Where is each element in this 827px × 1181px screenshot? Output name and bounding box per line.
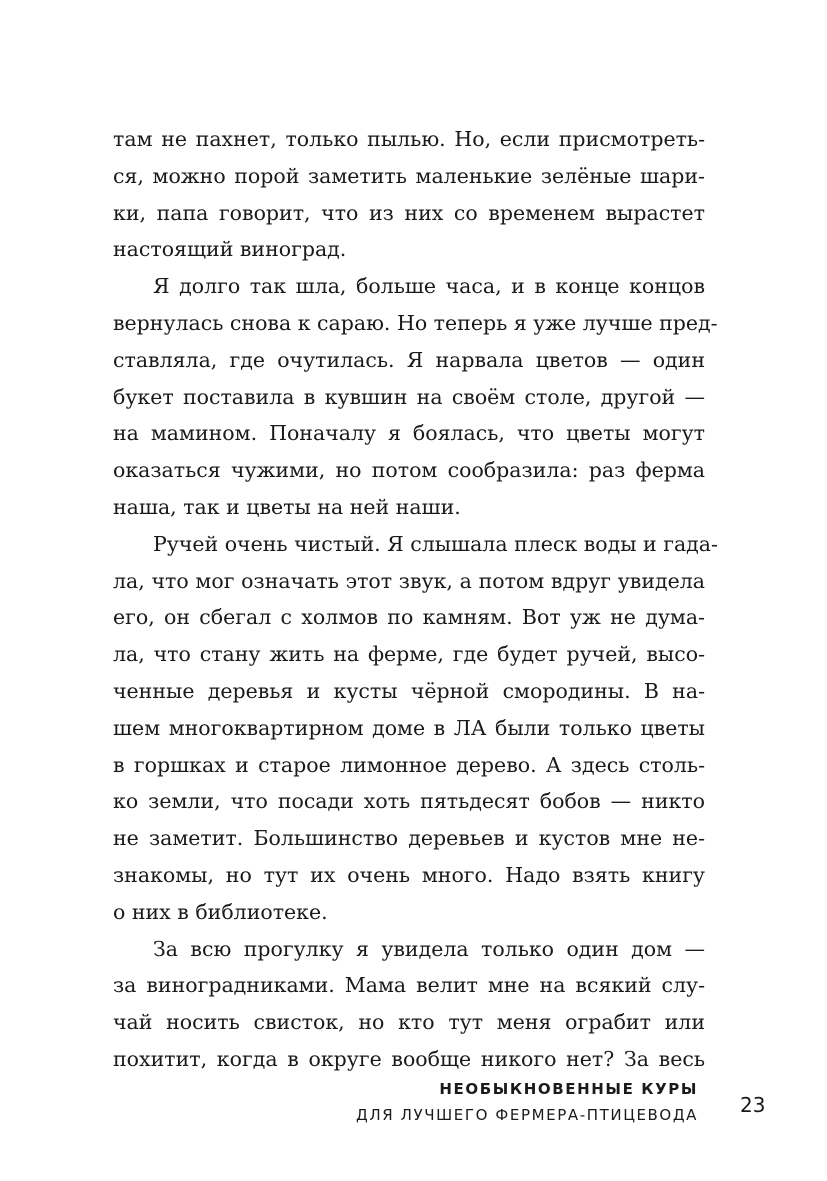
book-subtitle: ДЛЯ ЛУЧШЕГО ФЕРМЕРА-ПТИЦЕВОДА (356, 1106, 698, 1124)
text-line: там не пахнет, только пылью. Но, если присмотреть- (113, 127, 705, 151)
text-line: За всю прогулку я увидела только один дом — (153, 936, 705, 961)
text-line: шем многоквартирном доме в ЛА были только цветы (113, 715, 705, 740)
text-line: Я долго так шла, больше часа, и в конце концов (153, 274, 705, 299)
text-line: вернулась снова к сараю. Но теперь я уже лучше пред- (113, 310, 718, 335)
text-line: чай носить свисток, но кто тут меня ограбит или (113, 1010, 705, 1035)
text-line: ставляла, где очутилась. Я нарвала цветов — один (113, 347, 705, 372)
text-line: ла, что стану жить на ферме, где будет ручей, высо- (113, 642, 705, 667)
text-line: наша, так и цветы на ней наши. (113, 494, 461, 519)
text-line: в горшках и старое лимонное дерево. А здесь столь- (113, 752, 705, 777)
text-line: букет поставила в кувшин на своём столе, другой — (113, 384, 705, 409)
running-footer (356, 1076, 698, 1128)
text-line: ченные деревья и кусты чёрной смородины. В на- (113, 678, 705, 703)
body-text (113, 121, 718, 1078)
text-line: за виноградниками. Мама велит мне на всякий слу- (113, 973, 705, 998)
text-line: ко земли, что посади хоть пятьдесят бобов — никто (113, 789, 705, 814)
text-line: оказаться чужими, но потом сообразила: раз ферма (113, 458, 705, 483)
text-line: похитит, когда в округе вообще никого нет? За весь (113, 1046, 705, 1071)
book-title: НЕОБЫКНОВЕННЫЕ КУРЫ (439, 1080, 698, 1098)
text-line: ла, что мог означать этот звук, а потом вдруг увидела (113, 568, 705, 593)
text-line: на мамином. Поначалу я боялась, что цветы могут (113, 421, 705, 446)
text-line: о них в библиотеке. (113, 899, 328, 924)
page-number: 23 (740, 1093, 766, 1117)
text-line: ся, можно порой заметить маленькие зелёные шари- (113, 163, 705, 188)
text-line: ки, папа говорит, что из них со временем вырастет (113, 200, 705, 225)
text-line: настоящий виноград. (113, 237, 347, 262)
text-line: не заметит. Большинство деревьев и кустов мне не- (113, 826, 705, 851)
text-line: Ручей очень чистый. Я слышала плеск воды и гада- (153, 531, 718, 556)
text-line: знакомы, но тут их очень много. Надо взять книгу (113, 862, 705, 887)
text-line: его, он сбегал с холмов по камням. Вот уж не дума- (113, 605, 705, 630)
